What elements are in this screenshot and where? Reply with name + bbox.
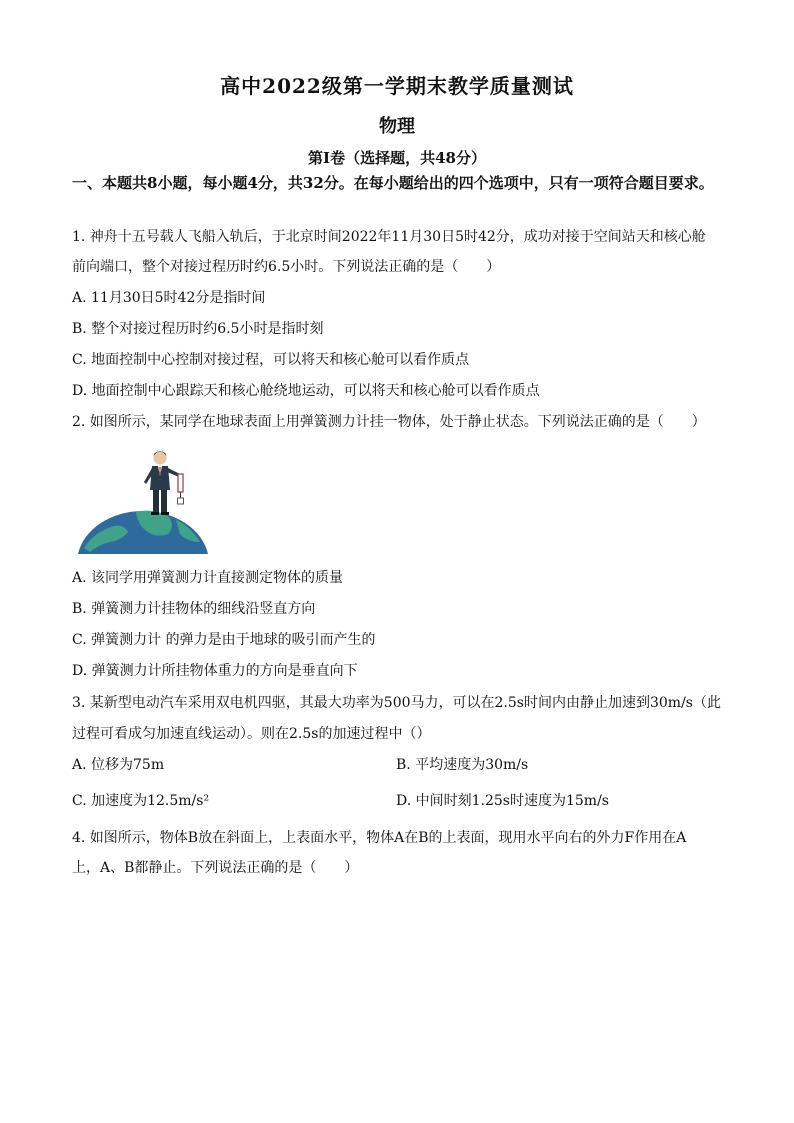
q1-option-d: D. 地面控制中心跟踪天和核心舱绕地运动，可以将天和核心舱可以看作质点 [72,383,540,399]
q3-option-b: B. 平均速度为30m/s [396,757,529,773]
q2-option-a: A. 该同学用弹簧测力计直接测定物体的质量 [72,570,344,586]
exam-title: 高中2022级第一学期末教学质量测试 [220,74,574,98]
spring-scale-icon [178,474,184,504]
q1-option-b: B. 整个对接过程历时约6.5小时是指时刻 [72,321,324,337]
q1-stem-line1: 1. 神舟十五号载人飞船入轨后，于北京时间2022年11月30日5时42分，成功对接于空间站天和核心舱 [72,229,706,245]
q2-stem-line1: 2. 如图所示，某同学在地球表面上用弹簧测力计挂一物体，处于静止状态。下列说法正确的是（ ） [72,414,706,430]
q2-option-c: C. 弹簧测力计 的弹力是由于地球的吸引而产生的 [72,632,376,648]
q2-option-b: B. 弹簧测力计挂物体的细线沿竖直方向 [72,601,316,617]
q4-stem-line1: 4. 如图所示，物体B放在斜面上，上表面水平，物体A在B的上表面，现用水平向右的外力F作用在A [72,830,687,846]
section-title: 第Ⅰ卷（选择题，共48分） [308,149,486,167]
subject-title: 物理 [379,116,415,137]
q2-option-d: D. 弹簧测力计所挂物体重力的方向是垂直向下 [72,663,358,679]
q3-option-d: D. 中间时刻1.25s时速度为15m/s [396,793,609,809]
part-heading: 一、本题共8小题，每小题4分，共32分。在每小题给出的四个选项中，只有一项符合题目要求。 [72,174,714,192]
q3-option-a: A. 位移为75m [72,757,165,773]
q3-option-c: C. 加速度为12.5m/s² [72,793,210,809]
q1-stem-line2: 前向端口，整个对接过程历时约6.5小时。下列说法正确的是（ ） [72,259,501,275]
q4-stem-line2: 上，A、B都静止。下列说法正确的是（ ） [72,860,359,876]
q3-stem-line1: 3. 某新型电动汽车采用双电机四驱，其最大功率为500马力，可以在2.5s时间内由静止加速到30m/s（此 [72,695,721,711]
globe-figure [76,446,210,554]
q1-option-c: C. 地面控制中心控制对接过程，可以将天和核心舱可以看作质点 [72,352,470,368]
q1-option-a: A. 11月30日5时42分是指时间 [72,290,266,306]
person-icon [144,451,180,515]
q3-stem-line2: 过程可看成匀加速直线运动）。则在2.5s的加速过程中（） [72,726,431,742]
